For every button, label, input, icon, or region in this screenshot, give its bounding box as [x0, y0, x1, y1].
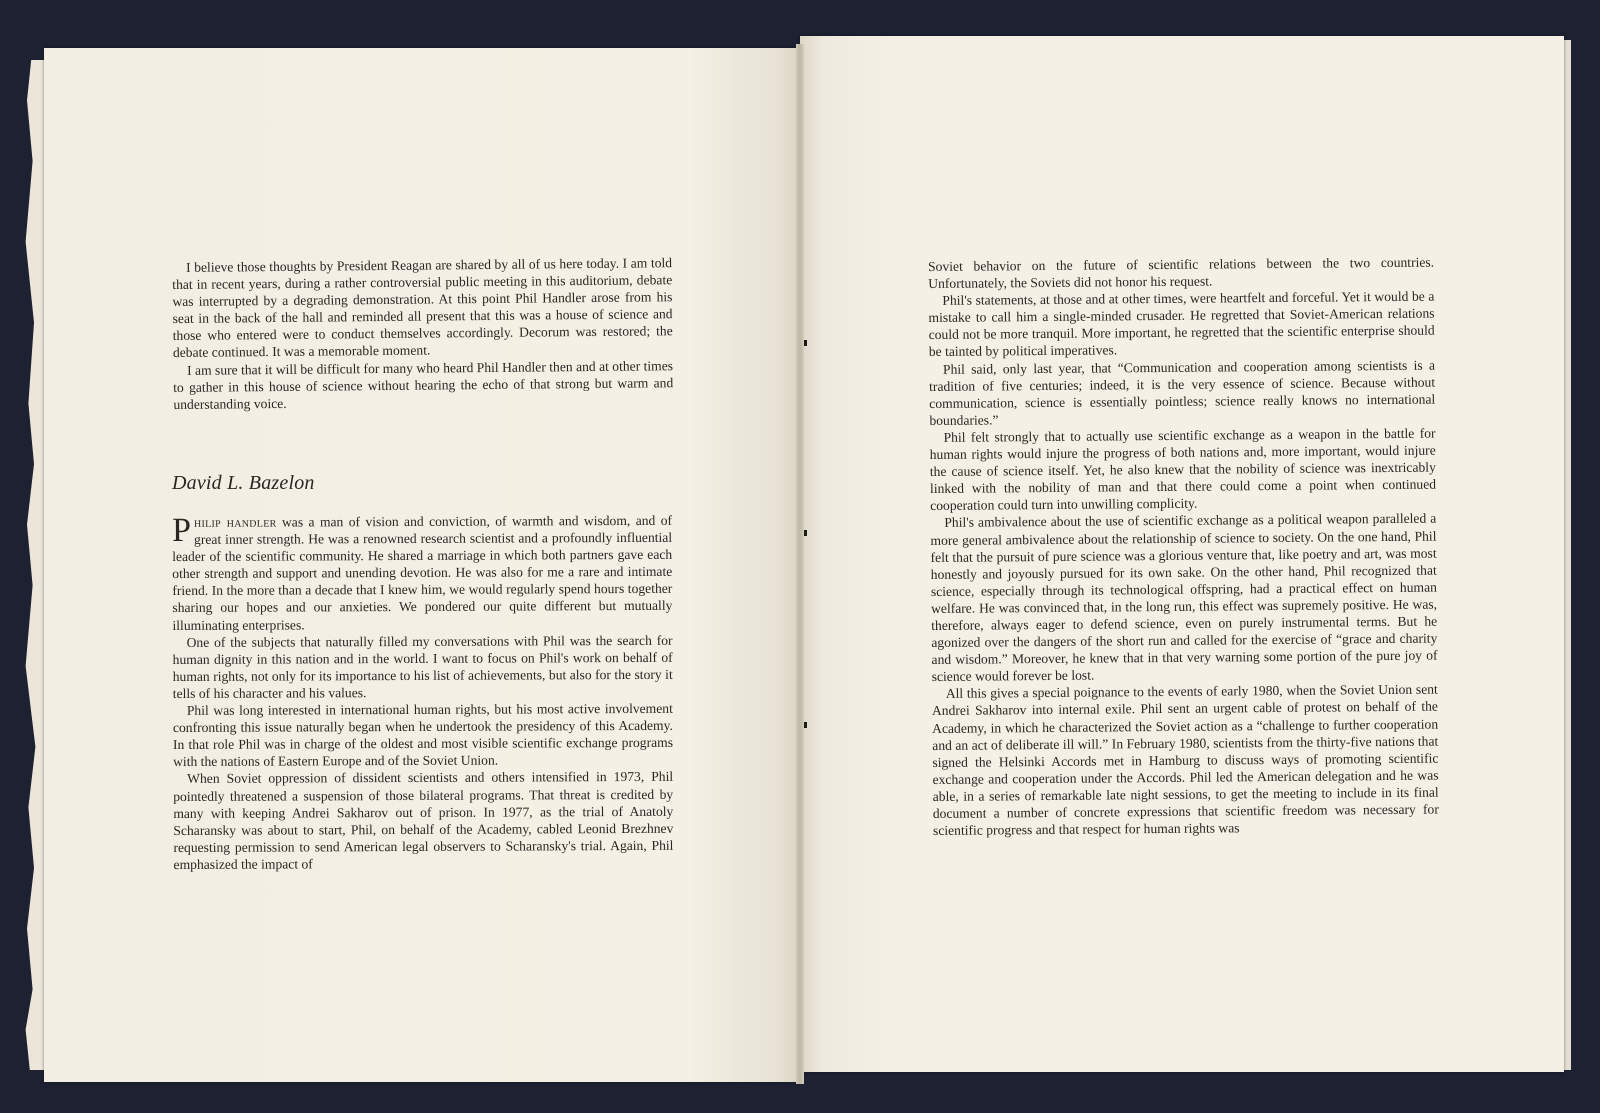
binding-mark [804, 340, 807, 346]
left-intro-column [172, 254, 673, 413]
paragraph: I believe those thoughts by President Reagan are shared by all of us here today. I am told that in recent years, during a rather controversial public meeting in this auditorium, debate was interrupted by a degrading demonstration. At this point Phil Handler arose from his seat in the back of the hall and reminded all present that this was a house of science and those who entered were to conduct themselves accordingly. Decorum was restored; the debate continued. It was a memorable moment. [172, 255, 673, 361]
left-article-column [172, 512, 674, 873]
section-heading: David L. Bazelon [172, 472, 315, 494]
binding-mark [804, 722, 807, 728]
paragraph: I am sure that it will be difficult for many who heard Phil Handler then and at other times to gather in this house of science without hearing the echo of that strong but warm and understanding voice. [173, 357, 674, 412]
first-paragraph-text: was a man of vision and conviction, of warmth and wisdom, and of great inner strength. He was a renowned research scientist and a profoundly influential leader of the scientific community. He shared a marriage in which both partners gave each other strength and support and unending devotion. He was also for me a rare and intimate friend. In the more than a decade that I knew him, we would regularly spend hours together sharing our hopes and our anxieties. We pondered our quite different but mutually illuminating enterprises. [172, 512, 673, 633]
binding-mark [804, 530, 807, 536]
paragraph: Phil felt strongly that to actually use scientific exchange as a weapon in the battle for human rights would injure the progress of both nations and, more important, would injure the cause of science itself. Yet, he also knew that the nobility of science was inextricably linked with the nobility of man and that there could come a point when continued cooperation could turn into unwilling complicity. [929, 425, 1437, 514]
paragraph: Phil was long interested in international human rights, but his most active involvement confronting this issue naturally began when he undertook the presidency of this Academy. In that role Phil was in charge of the oldest and most visible scientific exchange programs with the nations of Eastern Europe and of the Soviet Union. [172, 700, 674, 770]
right-column [928, 254, 1439, 840]
paragraph: Phil said, only last year, that “Communication and cooperation among scientists is a tradition of five centuries; indeed, it is the very essence of science. Because without communication, science is essentially pointless; science really knows no international boundaries.” [929, 357, 1436, 428]
paragraph: All this gives a special poignance to the events of early 1980, when the Soviet Union sent Andrei Sakharov into internal exile. Phil sent an urgent cable of protest on behalf of the Academy, in which he characterized the Soviet action as a “challenge to further cooperation and an act of deliberate ill will.” In February 1980, scientists from the thirty-five nations that signed the Helsinki Accords met in Hamburg to discuss ways of promoting scientific exchange and cooperation under the Accords. Phil led the American delegation and he was able, in a series of remarkable late night sessions, to get the meeting to include in its final document a number of concrete expressions that scientific freedom was necessary for scientific progress and that respect for human rights was [931, 681, 1439, 839]
first-paragraph [172, 512, 673, 634]
book-gutter [796, 44, 804, 1084]
paragraph: Phil's ambivalence about the use of scientific exchange as a political weapon paralleled a more general ambivalence about the relationship of science to society. On the one hand, Phil felt that the pursuit of pure science was a glorious venture that, like poetry and art, was most honestly and joyously pursued for its own sake. On the other hand, Phil recognized that science, especially through its technological offspring, had a practical effect on human welfare. He was convinced that, in the long run, this effect was supremely positive. He was, therefore, always eager to defend science, even on purely instrumental terms. But he agonized over the dangers of the short run and called for the exercise of “grace and charity and wisdom.” Moreover, he knew that in that very warning some portion of the pure joy of science would forever be lost. [930, 510, 1438, 685]
paragraph: One of the subjects that naturally filled my conversations with Phil was the search for human dignity in this nation and in the world. I want to focus on Phil's work on behalf of human rights, not only for its importance to his list of achievements, but also for the story it tells of his character and his values. [172, 632, 673, 701]
smallcaps-name: hilip handler [193, 514, 277, 530]
paragraph: When Soviet oppression of dissident scientists and others intensified in 1973, Phil pointedly threatened a suspension of those bilateral programs. That threat is credited by many with keeping Andrei Sakharov out of prison. In 1977, as the trial of Anatoly Scharansky was about to start, Phil, on behalf of the Academy, cabled Leonid Brezhnev requesting permission to send American legal observers to Scharansky's trial. Again, Phil emphasized the impact of [173, 769, 674, 872]
continuation-paragraph: Soviet behavior on the future of scientific relations between the two countries. Unfortunately, the Soviets did not honor his request. [928, 254, 1435, 292]
paragraph: Phil's statements, at those and at other times, were heartfelt and forceful. Yet it would be a mistake to call him a single-minded crusader. He regretted that Soviet-American relations could not be more tranquil. More important, he regretted that the scientific enterprise should be tainted by political imperatives. [928, 288, 1435, 360]
drop-cap: P [171, 511, 192, 549]
